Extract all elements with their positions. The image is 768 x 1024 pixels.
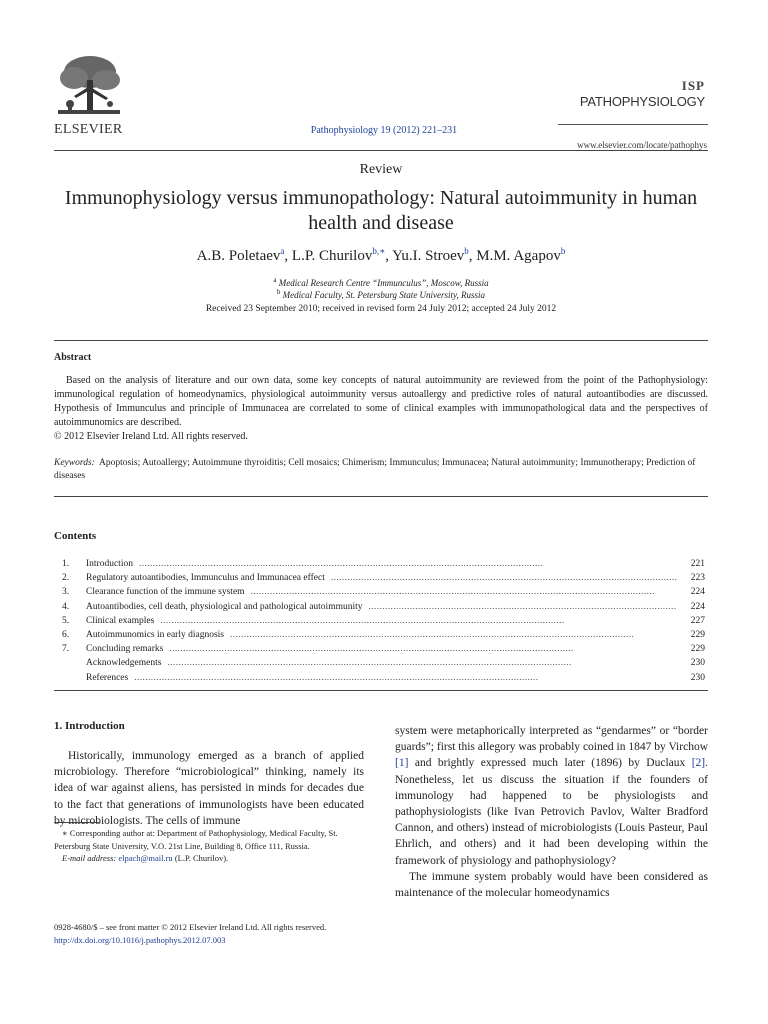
author-name: L.P. Churilov — [291, 248, 373, 264]
received-dates: Received 23 September 2010; received in revised form 24 July 2012; accepted 24 July 2012 — [205, 304, 557, 314]
publisher-name: ELSEVIER — [54, 122, 123, 137]
toc-item[interactable]: Acknowledgements . . . 230 — [54, 656, 705, 670]
journal-url[interactable]: www.elsevier.com/locate/pathophys — [577, 140, 707, 150]
footnote — [54, 827, 364, 865]
abstract-heading: Abstract — [54, 352, 92, 363]
affiliation: $^a$ Medical Research Centre “Immunculus”, Moscow, Russia — [273, 276, 489, 288]
article-type: Review — [359, 162, 403, 177]
abstract-bottom-rule — [54, 496, 708, 497]
journal-logo-mark: ISP — [681, 78, 705, 93]
author-name: Yu.I. Stroev — [392, 248, 465, 264]
left-column — [54, 748, 364, 829]
keywords-label: Keywords: — [54, 458, 95, 468]
section-heading: 1. Introduction — [54, 720, 125, 732]
header-rule — [54, 150, 708, 151]
toc-item[interactable]: 6. Autoimmunomics in early diagnosis . . . 229 — [54, 628, 705, 642]
author-affil-mark[interactable]: b — [464, 246, 469, 256]
toc-item[interactable]: 4. Autoantibodies, cell death, physiological and pathological autoimmunity . . . 224 — [54, 600, 705, 614]
paragraph: The immune system probably would have been considered as maintenance of the molecular homeodynamics — [395, 870, 708, 900]
elsevier-tree-logo — [54, 52, 124, 120]
toc-item[interactable]: 5. Clinical examples . . . 227 — [54, 614, 705, 628]
abstract-top-rule — [54, 340, 708, 341]
keywords-list: Apoptosis; Autoallergy; Autoimmune thyroiditis; Cell mosaics; Chimerism; Immunculus; Immunacea; Natural autoimmunity; Immunotherapy; Prediction of diseases — [54, 458, 696, 481]
keywords — [54, 457, 708, 483]
toc-item[interactable]: References . . . 230 — [54, 671, 705, 685]
toc-item[interactable]: 2. Regulatory autoantibodies, Immunculus and Immunacea effect . . . 223 — [54, 571, 705, 585]
email-note: E-mail address: elpach@mail.ru (L.P. Churilov). — [62, 853, 229, 863]
contents-heading: Contents — [54, 530, 97, 542]
author-name: A.B. Poletaev — [196, 248, 281, 264]
toc-item[interactable]: 7. Concluding remarks . . . 229 — [54, 642, 705, 656]
paragraph: system were metaphorically interpreted as “gendarmes” or “border guards”; first this allegory was probably coined in 1847 by Virchow [1] and brightly expressed much later (1896) by Duclaux [2]. Nonetheless, let us discuss the situation if the founders of immunology had happened to be physiologists and pathophysiologists (like Ivan Petrovich Pavlov, Walter Bradford Cannon, and others) instead of microbiologists (Louis Pasteur, Paul Ehrlich, and others) and it had been developing within the framework of physiology and pathophysiology? — [395, 725, 708, 867]
email-link[interactable]: elpach@mail.ru — [118, 853, 173, 863]
paragraph: Historically, immunology emerged as a branch of applied microbiology. Therefore “microbiological” thinking, namely its idea of war against aliens, has persisted in minds for decades due to the fact that generations of immunologists have been educated by microbiologists. The cells of immune — [54, 750, 364, 827]
citation-link[interactable]: [2] — [691, 757, 706, 770]
citation-link[interactable]: [1] — [395, 757, 409, 770]
journal-reference-link[interactable]: Pathophysiology 19 (2012) 221–231 — [310, 125, 458, 136]
author-name: M.M. Agapov — [476, 248, 561, 264]
journal-name: PATHOPHYSIOLOGY — [579, 94, 705, 109]
author-affil-mark[interactable]: a — [280, 246, 285, 256]
abstract-text — [54, 374, 708, 444]
corresponding-author-note: ∗ Corresponding author at: Department of Pathophysiology, Medical Faculty, St. Petersburg State University, V.O. 21st Line, Building 8, Office 111, Russia. — [54, 828, 338, 851]
doi-link[interactable]: http://dx.doi.org/10.1016/j.pathophys.2012.07.003 — [54, 935, 226, 945]
table-of-contents — [54, 557, 705, 685]
contents-bottom-rule — [54, 690, 708, 691]
front-matter — [54, 921, 414, 947]
right-column — [395, 723, 708, 901]
author-list: A.B. Poletaev$^a$, L.P. Churilov$^{b,∗}$, Yu.I. Stroev$^b$, M.M. Agapov$^b$ — [196, 246, 566, 264]
header-divider — [558, 124, 708, 125]
author-affil-mark[interactable]: b — [560, 246, 566, 256]
issn-line: 0928-4680/$ – see front matter © 2012 Elsevier Ireland Ltd. All rights reserved. — [54, 922, 327, 932]
footnote-rule — [54, 822, 100, 823]
article-title: Immunophysiology versus immunopathology: Natural autoimmunity in human health and disease — [64, 187, 698, 234]
author-affil-mark[interactable]: b,∗ — [372, 246, 386, 256]
journal-logo — [560, 78, 705, 109]
abstract-copyright: © 2012 Elsevier Ireland Ltd. All rights reserved. — [54, 431, 248, 442]
affiliation: $^b$ Medical Faculty, St. Petersburg State University, Russia — [276, 288, 486, 300]
toc-item[interactable]: 3. Clearance function of the immune system . . . 224 — [54, 585, 705, 599]
toc-item[interactable]: 1. Introduction . . . 221 — [54, 557, 705, 571]
abstract-body: Based on the analysis of literature and our own data, some key concepts of natural autoimmunity are reviewed from the point of the Pathophysiology: immunological regulation of homeodynamics, physiological autoimmunity versus autoallergy and predictive roles of natural autoantibodies are discussed. Hypothesis of Immunculus and principle of Immunacea are correlated to some of clinical examples with immunopathological data and the perspectives of autoimmunomics are described. — [54, 375, 708, 428]
